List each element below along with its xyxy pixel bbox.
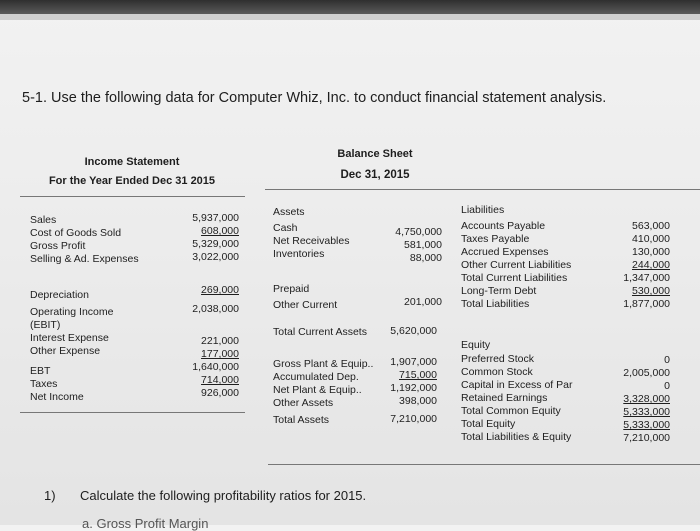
income-labels-bottom <box>30 365 180 404</box>
asset-label: Accumulated Dep. <box>273 371 359 383</box>
income-bottom-rule <box>20 412 245 413</box>
equity-value: 5,333,000 <box>623 406 670 418</box>
income-statement-title: Income Statement <box>84 156 180 168</box>
assets-header: Assets <box>273 206 305 218</box>
liability-value: 530,000 <box>632 285 670 297</box>
liability-label: Total Liabilities <box>461 298 530 310</box>
equity-label: Retained Earnings <box>461 392 548 404</box>
asset-value: 7,210,000 <box>390 413 437 425</box>
equity-label: Capital in Excess of Par <box>461 379 573 391</box>
assets-labels-middle <box>273 283 378 312</box>
liabilities-labels <box>461 204 591 311</box>
balance-bottom-rule <box>268 464 700 465</box>
liability-label: Accrued Expenses <box>461 246 549 258</box>
liability-label: Total Current Liabilities <box>461 272 568 284</box>
income-header-rule <box>20 196 245 197</box>
problem-heading: 5-1. Use the following data for Computer Whiz, Inc. to conduct financial statement analysis. <box>22 90 607 106</box>
window-top-bar <box>0 0 700 14</box>
income-labels-middle <box>30 289 180 358</box>
asset-value: 201,000 <box>404 296 442 308</box>
assets-labels-bottom <box>273 358 383 427</box>
assets-labels-top <box>273 206 378 261</box>
question-text: Calculate the following profitability ratios for 2015. <box>80 488 367 503</box>
liability-label: Long-Term Debt <box>461 285 537 297</box>
income-statement-period: For the Year Ended Dec 31 2015 <box>48 175 216 187</box>
asset-value: 398,000 <box>399 395 437 407</box>
liability-value: 130,000 <box>632 246 670 258</box>
equity-label: Total Liabilities & Equity <box>461 431 572 443</box>
income-value: 269,000 <box>201 284 239 296</box>
asset-label: Gross Plant & Equip.. <box>273 358 374 370</box>
income-value: 5,937,000 <box>192 212 239 224</box>
asset-label: Cash <box>273 222 298 234</box>
question-sub-item: a. Gross Profit Margin <box>82 516 209 531</box>
income-value: 3,022,000 <box>192 251 239 263</box>
asset-value: 5,620,000 <box>390 325 437 337</box>
income-value: 926,000 <box>201 387 239 399</box>
equity-labels <box>461 339 596 444</box>
asset-label: Inventories <box>273 248 325 260</box>
income-values-top <box>170 212 239 264</box>
equity-label: Total Common Equity <box>461 405 561 417</box>
liability-value: 410,000 <box>632 233 670 245</box>
income-label: (EBIT) <box>30 319 61 331</box>
balance-sheet-title: Balance Sheet <box>337 148 413 160</box>
liabilities-header: Liabilities <box>461 204 505 216</box>
equity-label: Preferred Stock <box>461 353 534 365</box>
assets-values-top <box>382 226 442 265</box>
asset-value: 581,000 <box>404 239 442 251</box>
income-label: Sales <box>30 214 57 226</box>
total-current-assets-value <box>382 325 437 338</box>
income-value: 5,329,000 <box>192 238 239 250</box>
balance-sheet-date: Dec 31, 2015 <box>340 169 410 181</box>
income-label: Taxes <box>30 378 58 390</box>
income-label: Gross Profit <box>30 240 86 252</box>
assets-values-bottom <box>377 356 437 426</box>
income-values-middle <box>170 284 239 316</box>
liability-value: 244,000 <box>632 259 670 271</box>
asset-label: Other Assets <box>273 397 334 409</box>
asset-label: Other Current <box>273 299 338 311</box>
asset-label: Net Receivables <box>273 235 350 247</box>
other-current-value <box>382 296 442 309</box>
income-label: Interest Expense <box>30 332 109 344</box>
equity-label: Total Equity <box>461 418 516 430</box>
total-current-assets-label <box>273 326 378 339</box>
equity-value: 5,333,000 <box>623 419 670 431</box>
equity-value: 0 <box>664 354 670 366</box>
equity-value: 3,328,000 <box>623 393 670 405</box>
balance-header-rule <box>265 189 700 190</box>
liability-value: 1,877,000 <box>623 298 670 310</box>
liability-value: 1,347,000 <box>623 272 670 284</box>
income-value: 1,640,000 <box>192 361 239 373</box>
income-value: 608,000 <box>201 225 239 237</box>
asset-value: 88,000 <box>409 252 442 264</box>
asset-value: 1,907,000 <box>390 356 437 368</box>
asset-value: 4,750,000 <box>395 226 442 238</box>
liability-value: 563,000 <box>632 220 670 232</box>
liabilities-values <box>610 220 670 311</box>
equity-header: Equity <box>461 339 491 351</box>
asset-value: 715,000 <box>399 369 437 381</box>
equity-value: 2,005,000 <box>623 367 670 379</box>
liability-label: Accounts Payable <box>461 220 546 232</box>
income-label: Depreciation <box>30 289 89 301</box>
equity-label: Common Stock <box>461 366 533 378</box>
asset-label: Net Plant & Equip.. <box>273 384 362 396</box>
liability-label: Other Current Liabilities <box>461 259 572 271</box>
asset-label: Prepaid <box>273 283 310 295</box>
question-number: 1) <box>44 488 56 503</box>
income-label: Cost of Goods Sold <box>30 227 122 239</box>
income-value: 2,038,000 <box>192 303 239 315</box>
income-values-bottom <box>170 335 239 400</box>
income-value: 221,000 <box>201 335 239 347</box>
equity-values <box>610 354 670 445</box>
equity-value: 7,210,000 <box>623 432 670 444</box>
income-labels-top <box>30 214 180 266</box>
income-label: Other Expense <box>30 345 101 357</box>
asset-label: Total Current Assets <box>273 326 367 338</box>
income-value: 714,000 <box>201 374 239 386</box>
income-value: 177,000 <box>201 348 239 360</box>
window-top-strip <box>0 14 700 20</box>
equity-value: 0 <box>664 380 670 392</box>
income-label: Net Income <box>30 391 84 403</box>
asset-label: Total Assets <box>273 414 330 426</box>
liability-label: Taxes Payable <box>461 233 530 245</box>
income-label: Operating Income <box>30 306 114 318</box>
income-label: Selling & Ad. Expenses <box>30 253 139 265</box>
asset-value: 1,192,000 <box>390 382 437 394</box>
income-label: EBT <box>30 365 51 377</box>
